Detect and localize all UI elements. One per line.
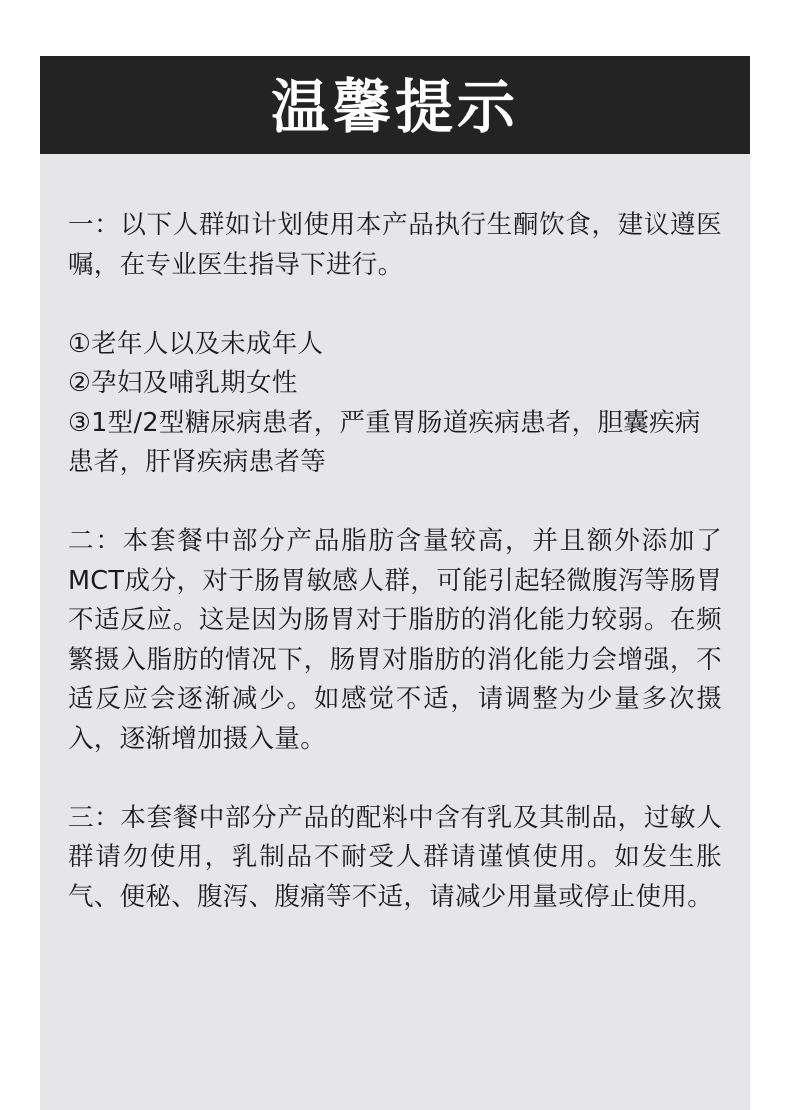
section-3-text: 三：本套餐中部分产品的配料中含有乳及其制品，过敏人群请勿使用，乳制品不耐受人群请谨慎使用。如发生胀气、便秘、腹泻、腹痛等不适，请减少用量或停止使用。 — [68, 802, 722, 912]
notice-header — [40, 56, 750, 154]
section-1-list — [68, 325, 722, 483]
notice-title: 温馨提示 — [270, 73, 519, 141]
list-item: ②孕妇及哺乳期女性 — [68, 368, 298, 398]
notice-body — [40, 154, 750, 917]
list-item: ③1型/2型糖尿病患者，严重胃肠道疾病患者，胆囊疾病患者，肝肾疾病患者等 — [68, 407, 701, 477]
section-2-text: 二：本套餐中部分产品脂肪含量较高，并且额外添加了MCT成分，对于肠胃敏感人群，可能引起轻微腹泻等肠胃不适反应。这是因为肠胃对于脂肪的消化能力较弱。在频繁摄入脂肪的情况下，肠胃对脂肪的消化能力会增强，不适反应会逐渐减少。如感觉不适，请调整为少量多次摄入，逐渐增加摄入量。 — [68, 526, 722, 754]
section-1-intro: 一：以下人群如计划使用本产品执行生酮饮食，建议遵医嘱，在专业医生指导下进行。 — [68, 210, 722, 280]
list-item: ①老年人以及未成年人 — [68, 328, 324, 359]
notice-panel — [40, 56, 750, 1110]
